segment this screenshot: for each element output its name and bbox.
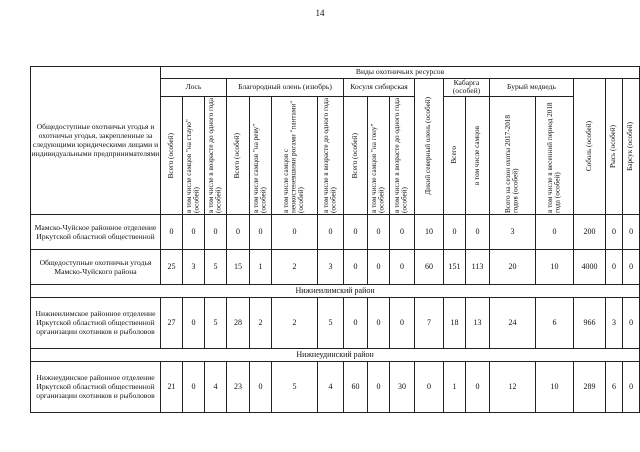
cell: 0: [606, 214, 623, 249]
row-name: Мамско-Чуйское районное отделение Иркутской областной общественной: [31, 214, 161, 249]
cell: 5: [272, 361, 318, 412]
cell: 0: [368, 214, 390, 249]
col-roe-males: в том числе самцов "на гону" (особей): [368, 96, 390, 214]
district-row: [31, 284, 640, 297]
cell: 0: [368, 249, 390, 284]
cell: 2: [272, 297, 318, 348]
cell: 10: [415, 214, 444, 249]
cell: 2: [250, 297, 272, 348]
cell: 4: [318, 361, 344, 412]
cell: 4000: [574, 249, 606, 284]
table-row: [31, 361, 640, 412]
table-row: [31, 297, 640, 348]
cell: 1: [250, 249, 272, 284]
cell: 10: [536, 361, 574, 412]
group-roe-deer: Косуля сибирская: [344, 79, 415, 97]
group-brown-bear: Бурый медведь: [490, 79, 574, 97]
cell: 0: [250, 214, 272, 249]
group-moose: Лось: [161, 79, 227, 97]
cell: 0: [183, 297, 205, 348]
cell: 0: [623, 249, 640, 284]
cell: 15: [227, 249, 250, 284]
row-name: Нижнеудинское районное отделение Иркутской областной общественной организации охотников и рыболовов: [31, 361, 161, 412]
cell: 0: [444, 214, 466, 249]
district-heading: Нижнеудинский район: [31, 348, 640, 361]
cell: 289: [574, 361, 606, 412]
col-sable: Соболь (особей): [574, 79, 606, 215]
cell: 0: [390, 249, 415, 284]
cell: 0: [415, 361, 444, 412]
col-moose-males: в том числе самцов "на стаую" (особей): [183, 96, 205, 214]
cell: 0: [623, 297, 640, 348]
district-row: [31, 348, 640, 361]
cell: 113: [466, 249, 490, 284]
cell: 0: [183, 361, 205, 412]
col-roe-total: Всего (особей): [344, 96, 368, 214]
cell: 0: [466, 361, 490, 412]
cell: 12: [490, 361, 536, 412]
cell: 6: [536, 297, 574, 348]
cell: 0: [227, 214, 250, 249]
table-row: [31, 249, 640, 284]
row-name: Общедоступные охотничьи угодья Мамско-Чуйского района: [31, 249, 161, 284]
cell: 3: [606, 297, 623, 348]
cell: 18: [444, 297, 466, 348]
cell: 0: [623, 214, 640, 249]
cell: 0: [250, 361, 272, 412]
col-reindeer: Дикий северный олень (особей): [415, 79, 444, 215]
district-heading: Нижнеилимский район: [31, 284, 640, 297]
col-roe-young: в том числе в возрасте до одного года (особей): [390, 96, 415, 214]
cell: 5: [318, 297, 344, 348]
cell: 3: [490, 214, 536, 249]
cell: 5: [205, 297, 227, 348]
cell: 0: [161, 214, 183, 249]
col-musk-males: в том числе самцов: [466, 96, 490, 214]
cell: 7: [415, 297, 444, 348]
hunting-resources-table: [30, 66, 640, 413]
cell: 151: [444, 249, 466, 284]
page-number: 14: [315, 8, 325, 18]
cell: 27: [161, 297, 183, 348]
cell: 20: [490, 249, 536, 284]
cell: 0: [606, 249, 623, 284]
col-bear-season: Всего на сезон охоты 2017-2018 годов (особей): [490, 96, 536, 214]
cell: 2: [272, 249, 318, 284]
col-deer-total: Всего (особей): [227, 96, 250, 214]
cell: 0: [183, 214, 205, 249]
cell: 0: [318, 214, 344, 249]
group-red-deer: Благородный олень (изюбрь): [227, 79, 344, 97]
col-musk-total: Всего: [444, 96, 466, 214]
cell: 23: [227, 361, 250, 412]
cell: 3: [318, 249, 344, 284]
cell: 60: [415, 249, 444, 284]
cell: 30: [390, 361, 415, 412]
cell: 4: [205, 361, 227, 412]
cell: 1: [444, 361, 466, 412]
cell: 0: [390, 297, 415, 348]
cell: 0: [390, 214, 415, 249]
row-name: Нижнеилимское районное отделение Иркутской областной общественной организации охотников и рыболовов: [31, 297, 161, 348]
header-row-1: [31, 67, 640, 79]
cell: 60: [344, 361, 368, 412]
cell: 0: [368, 361, 390, 412]
cell: 0: [272, 214, 318, 249]
cell: 200: [574, 214, 606, 249]
cell: 25: [161, 249, 183, 284]
cell: 0: [344, 214, 368, 249]
cell: 21: [161, 361, 183, 412]
cell: 24: [490, 297, 536, 348]
cell: 0: [368, 297, 390, 348]
cell: 6: [606, 361, 623, 412]
cell: 966: [574, 297, 606, 348]
cell: 0: [344, 249, 368, 284]
resources-title: Виды охотничьих ресурсов: [161, 67, 640, 79]
cell: 13: [466, 297, 490, 348]
cell: 10: [536, 249, 574, 284]
cell: 0: [536, 214, 574, 249]
col-deer-young: в том числе в возрасте до одного года (особей): [318, 96, 344, 214]
col-moose-young: в том числе в возрасте до одного года (особей): [205, 96, 227, 214]
table-row: [31, 214, 640, 249]
cell: 5: [205, 249, 227, 284]
cell: 28: [227, 297, 250, 348]
cell: 0: [205, 214, 227, 249]
col-lynx: Рысь (особей): [606, 79, 623, 215]
cell: 3: [183, 249, 205, 284]
col-deer-males-panty: в том числе самцов с неокостеневшими рогами "пантами" (особей): [272, 96, 318, 214]
cell: 0: [344, 297, 368, 348]
col-deer-males-rut: в том числе самцов "на реву" (особей): [250, 96, 272, 214]
cell: 0: [623, 361, 640, 412]
col-badger: Барсук (особей): [623, 79, 640, 215]
group-musk-deer: Кабарга (особей): [444, 79, 490, 97]
col-moose-total: Всего (особей): [161, 96, 183, 214]
cell: 0: [466, 214, 490, 249]
col-bear-spring: в том числе в весенний период 2018 года (особей): [536, 96, 574, 214]
org-column-header: Общедоступные охотничьи угодья и охотничьи угодья, закрепленные за следующими юридическими лицами и индивидуальными предпринимателями: [31, 67, 161, 215]
